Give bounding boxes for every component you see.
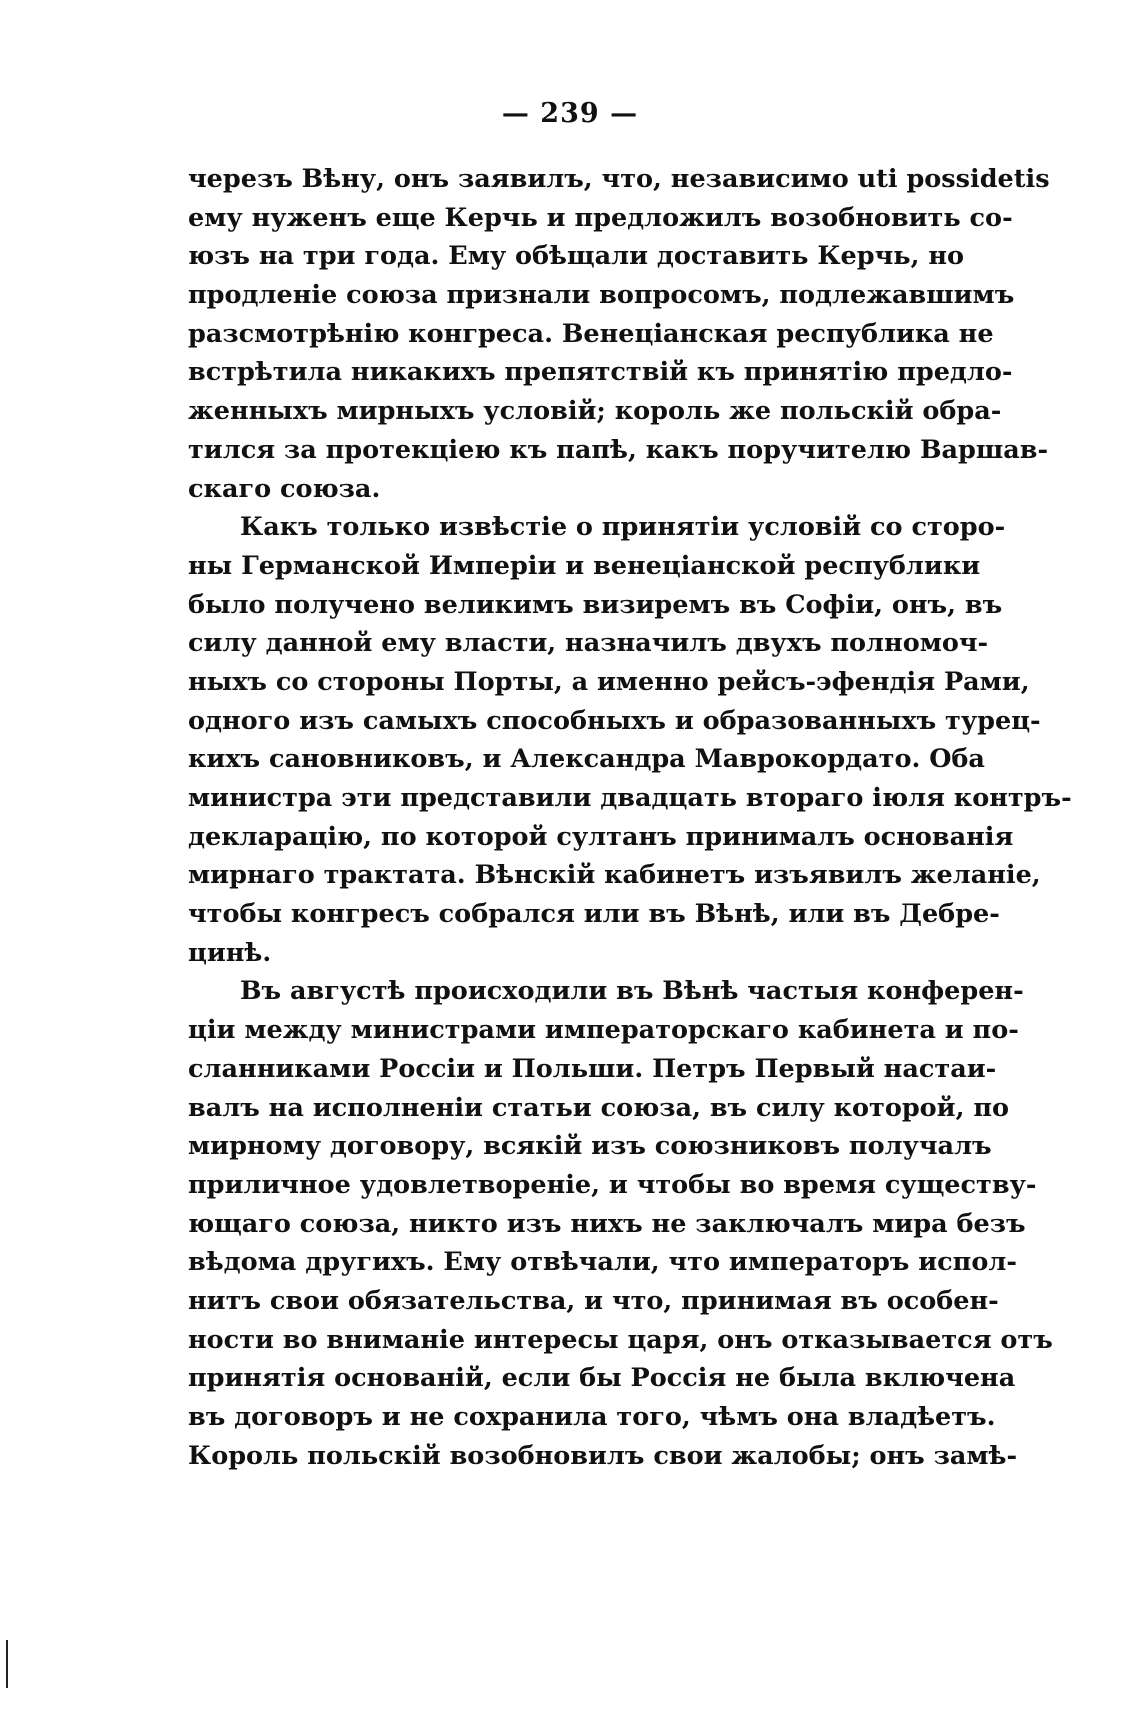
text-line: ны Германской Имперіи и венеціанской республики <box>188 550 981 581</box>
scan-margin-mark <box>6 1640 8 1688</box>
text-line: ціи между министрами императорскаго кабинета и по- <box>188 1015 1019 1046</box>
text-line: силу данной ему власти, назначилъ двухъ полномоч- <box>188 628 989 659</box>
text-line: мирнаго трактата. Вѣнскій кабинетъ изъявилъ желаніе, <box>188 860 1041 891</box>
text-line: продленіе союза признали вопросомъ, подлежавшимъ <box>188 280 1015 311</box>
page-number: — 239 — <box>501 98 639 129</box>
text-line: мирному договору, всякій изъ союзниковъ получалъ <box>188 1131 992 1162</box>
text-line: приличное удовлетвореніе, и чтобы во время существу- <box>188 1169 1037 1200</box>
text-line: тился за протекціею къ папѣ, какъ поручителю Варшав- <box>188 434 1049 465</box>
text-line: цинѣ. <box>188 937 272 968</box>
text-line: Король польскій возобновилъ свои жалобы; онъ замѣ- <box>188 1440 1018 1471</box>
text-line: чтобы конгресъ собрался или въ Вѣнѣ, или въ Дебре- <box>188 899 1000 930</box>
text-line: ему нуженъ еще Керчь и предложилъ возобновить со- <box>188 202 1013 233</box>
text-line: одного изъ самыхъ способныхъ и образованныхъ турец- <box>188 705 1041 736</box>
text-line: встрѣтила никакихъ препятствій къ принятію предло- <box>188 357 1013 388</box>
text-line: черезъ Вѣну, онъ заявилъ, что, независимо uti possidetis <box>188 164 1050 194</box>
text-line: Въ августѣ происходили въ Вѣнѣ частыя конферен- <box>240 976 1024 1007</box>
text-line: валъ на исполненіи статьи союза, въ силу которой, по <box>188 1092 1010 1123</box>
text-line: вѣдома другихъ. Ему отвѣчали, что императоръ испол- <box>188 1247 1017 1278</box>
text-line: сланниками Россіи и Польши. Петръ Первый настаи- <box>188 1053 997 1084</box>
text-line: нитъ свои обязательства, и что, принимая въ особен- <box>188 1285 999 1316</box>
text-line: было получено великимъ визиремъ въ Софіи, онъ, въ <box>188 589 1003 620</box>
text-line: принятія основаній, если бы Россія не была включена <box>188 1363 1016 1394</box>
body-text <box>188 160 1072 1475</box>
text-line: ющаго союза, никто изъ нихъ не заключалъ мира безъ <box>188 1208 1026 1239</box>
paragraph-3 <box>188 972 1053 1475</box>
text-line: министра эти представили двадцать втораго іюля контръ- <box>188 783 1072 813</box>
text-line: скаго союза. <box>188 473 381 504</box>
text-line: кихъ сановниковъ, и Александра Маврокордато. Оба <box>188 744 985 775</box>
text-line: въ договоръ и не сохранила того, чѣмъ она владѣетъ. <box>188 1402 996 1432</box>
text-line: декларацію, по которой султанъ принималъ основанія <box>188 821 1014 852</box>
text-line: юзъ на три года. Ему обѣщали доставить Керчь, но <box>188 241 964 272</box>
paragraph-2 <box>188 508 1072 972</box>
text-line: женныхъ мирныхъ условій; король же польскій обра- <box>188 396 1002 427</box>
text-line: Какъ только извѣстіе о принятіи условій со сторо- <box>240 512 1006 543</box>
text-line: разсмотрѣнію конгреса. Венеціанская республика не <box>188 318 994 349</box>
text-line: ныхъ со стороны Порты, а именно рейсъ-эфендія Рами, <box>188 666 1030 697</box>
text-line: ности во вниманіе интересы царя, онъ отказывается отъ <box>188 1324 1053 1355</box>
paragraph-1 <box>188 160 1050 508</box>
